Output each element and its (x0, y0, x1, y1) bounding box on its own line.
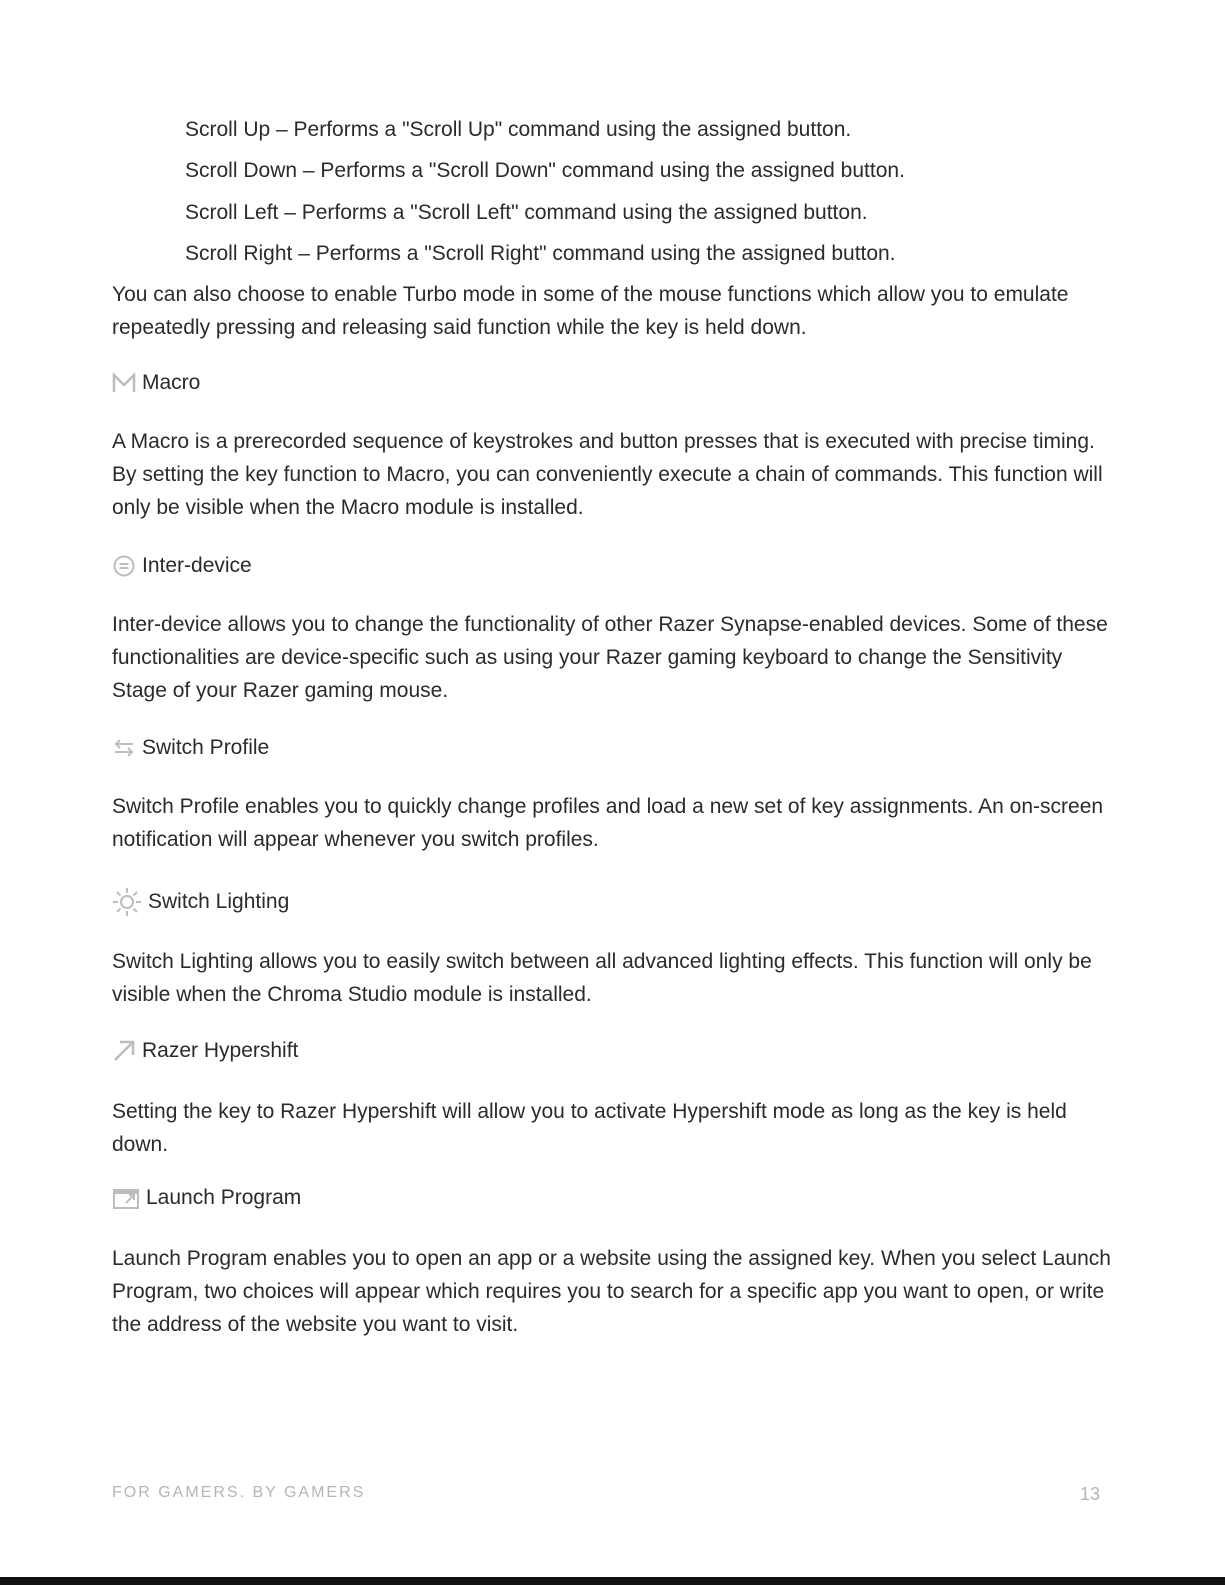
page-bottom-border (0, 1577, 1225, 1585)
diagonal-arrow-icon (112, 1039, 136, 1063)
launch-program-title: Launch Program (146, 1186, 302, 1209)
macro-title: Macro (142, 371, 201, 394)
switch-profile-description: Switch Profile enables you to quickly change profiles and load a new set of key assignments. An on-screen notification will appear whenever you switch profiles. (112, 795, 1104, 851)
launch-program-heading (112, 1183, 301, 1213)
page-number: 13 (1079, 1484, 1100, 1504)
scroll-down-item: Scroll Down – Performs a "Scroll Down" command using the assigned button. (185, 159, 905, 182)
switch-lighting-description: Switch Lighting allows you to easily switch between all advanced lighting effects. This function will only be visible when the Chroma Studio module is installed. (112, 950, 1092, 1006)
turbo-paragraph: You can also choose to enable Turbo mode in some of the mouse functions which allow you to emulate repeatedly pressing and releasing said function while the key is held down. (112, 283, 1069, 339)
switch-lighting-heading (112, 887, 289, 917)
razer-hypershift-description: Setting the key to Razer Hypershift will allow you to activate Hypershift mode as long as the key is held down. (112, 1100, 1067, 1156)
inter-device-heading (112, 551, 252, 581)
macro-icon (112, 372, 136, 394)
launch-window-icon (112, 1186, 140, 1210)
inter-device-title: Inter-device (142, 554, 252, 577)
sun-icon (112, 887, 142, 917)
macro-heading (112, 368, 200, 398)
razer-hypershift-heading (112, 1036, 298, 1066)
scroll-right-item: Scroll Right – Performs a "Scroll Right" command using the assigned button. (185, 242, 896, 265)
launch-program-description: Launch Program enables you to open an app or a website using the assigned key. When you select Launch Program, two choices will appear which requires you to search for a specific app you want to open, or write the address of the website you want to visit. (112, 1247, 1111, 1336)
inter-device-description: Inter-device allows you to change the functionality of other Razer Synapse-enabled devices. Some of these functionalities are device-specific such as using your Razer gaming keyboard to change the Sensitivity Stage of your Razer gaming mouse. (112, 613, 1108, 702)
swap-arrows-icon (112, 737, 136, 759)
inter-device-icon (112, 554, 136, 578)
footer-tagline: FOR GAMERS. BY GAMERS (112, 1484, 366, 1501)
scroll-left-item: Scroll Left – Performs a "Scroll Left" command using the assigned button. (185, 201, 868, 224)
scroll-up-item: Scroll Up – Performs a "Scroll Up" command using the assigned button. (185, 118, 852, 141)
macro-description: A Macro is a prerecorded sequence of keystrokes and button presses that is executed with precise timing. By setting the key function to Macro, you can conveniently execute a chain of commands. This function will only be visible when the Macro module is installed. (112, 430, 1103, 519)
switch-lighting-title: Switch Lighting (148, 890, 290, 913)
switch-profile-title: Switch Profile (142, 736, 270, 759)
razer-hypershift-title: Razer Hypershift (142, 1039, 299, 1062)
switch-profile-heading (112, 733, 269, 763)
